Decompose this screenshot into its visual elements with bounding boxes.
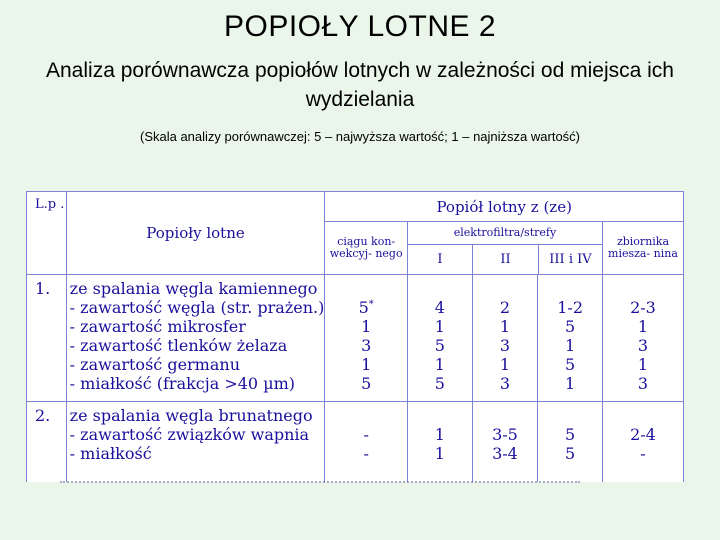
- section-1-row-label: - zawartość germanu: [69, 355, 240, 374]
- value-cell: 1: [637, 317, 649, 336]
- section-1-lp: 1.: [27, 275, 67, 402]
- value-cell: 1: [361, 355, 372, 374]
- page-title: POPIOŁY LOTNE 2: [223, 10, 497, 43]
- value-cell: 1: [565, 336, 576, 355]
- value-cell: 2: [499, 298, 511, 317]
- section-1-row-label: - zawartość węgla (str. prażen.): [69, 298, 325, 317]
- value-cell: 3-4: [492, 444, 518, 463]
- value-cell: 1-2: [557, 298, 584, 317]
- value-cell: -: [363, 425, 369, 444]
- value-cell: -: [640, 444, 646, 463]
- header-group: Popiół lotny z (ze): [325, 192, 684, 222]
- header-elektro-group: [407, 222, 602, 275]
- section-2-zone-1-column: [407, 402, 472, 483]
- value-cell: 1: [434, 355, 445, 374]
- value-cell: 1: [361, 317, 372, 336]
- value-cell: 5: [565, 444, 576, 463]
- section-2-zone-3-4-column: [538, 402, 603, 483]
- value-cell: 1: [499, 355, 511, 374]
- section-1-zone-3-4-column: [538, 275, 603, 402]
- header-elektro: elektrofiltra/strefy: [408, 222, 602, 245]
- value-cell: 3: [499, 336, 511, 355]
- value-cell: 3: [637, 336, 649, 355]
- value-cell: 3: [499, 374, 511, 393]
- section-2-zone-2-column: [472, 402, 538, 483]
- footnote-star: *: [368, 299, 374, 310]
- section-1-zone-2-column: [472, 275, 538, 402]
- value-cell: 5: [434, 374, 445, 393]
- value-cell: 4: [434, 298, 445, 317]
- cropped-text-remnant: [60, 481, 580, 487]
- comparison-table: [26, 191, 684, 482]
- section-2-heading: ze spalania węgla brunatnego: [69, 406, 313, 425]
- value-cell: 5: [565, 317, 576, 336]
- value-cell: 5: [565, 425, 576, 444]
- header-popioly: Popioły lotne: [66, 192, 325, 275]
- value-cell: 1: [434, 317, 445, 336]
- comparison-table-image: [26, 191, 684, 482]
- section-2-lp: 2.: [27, 402, 67, 483]
- value-cell: 1: [637, 355, 649, 374]
- header-zone-1: I: [408, 245, 473, 274]
- value-cell: 2-3: [630, 298, 656, 317]
- header-zone-3-4: III i IV: [549, 252, 592, 267]
- scale-note: (Skala analizy porównawczej: 5 – najwyższa wartość; 1 – najniższa wartość): [139, 129, 581, 144]
- value-cell: 3: [361, 336, 372, 355]
- section-1-row-label: - zawartość tlenków żelaza: [69, 336, 288, 355]
- value-cell: 5*: [358, 298, 374, 317]
- section-2-zbiornika-column: [602, 402, 683, 483]
- value-cell: -: [363, 444, 369, 463]
- section-1-zone-1-column: [407, 275, 472, 402]
- section-1-row-label: - zawartość mikrosfer: [69, 317, 246, 336]
- value-cell: 1: [499, 317, 511, 336]
- section-1-row-label: - miałkość (frakcja >40 µm): [69, 374, 296, 393]
- header-zone-2: II: [473, 245, 539, 274]
- value-cell: 5: [361, 374, 372, 393]
- section-2-row-label: - zawartość związków wapnia: [69, 425, 310, 444]
- section-2-row-label: - miałkość: [69, 444, 152, 463]
- section-1-zbiornika-column: [602, 275, 683, 402]
- section-2-ciagu-column: [325, 402, 408, 483]
- header-lp: L.p .: [27, 192, 67, 275]
- value-cell: 1: [565, 374, 576, 393]
- header-zbiornika: zbiornika miesza- nina: [602, 222, 683, 275]
- value-cell: 3-5: [492, 425, 518, 444]
- section-1-ciagu-column: [325, 275, 408, 402]
- value-cell: 1: [434, 444, 445, 463]
- header-ciagu: ciągu kon- wekcyj- nego: [325, 222, 408, 275]
- section-2-description: [66, 402, 325, 483]
- value-cell: 3: [637, 374, 649, 393]
- section-1-description: [66, 275, 325, 402]
- page-subtitle: Analiza porównawcza popiołów lotnych w zależności od miejsca ich wydzielania: [46, 59, 674, 111]
- section-1-heading: ze spalania węgla kamiennego: [69, 279, 318, 298]
- value-cell: 5: [565, 355, 576, 374]
- value-cell: 2-4: [630, 425, 656, 444]
- value-cell: 1: [434, 425, 445, 444]
- value-cell: 5: [434, 336, 445, 355]
